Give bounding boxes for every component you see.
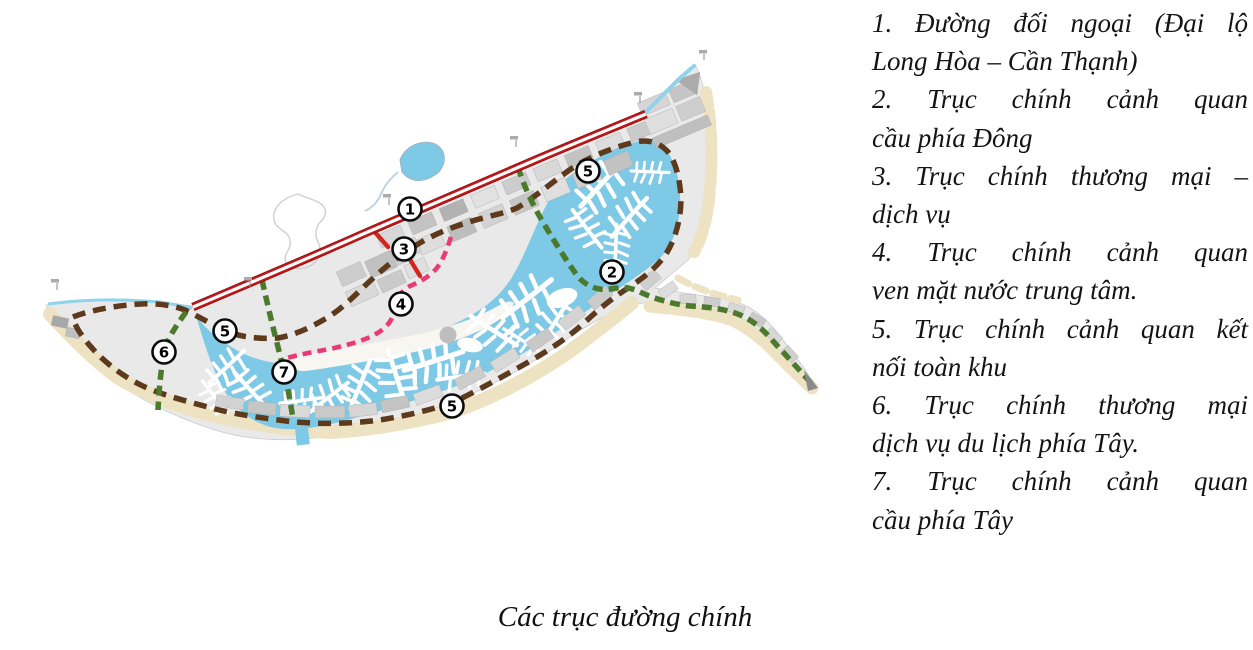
legend-item-line: ven mặt nước trung tâm. [872,275,1138,306]
legend-item-line: 3. Trục chính thương mại – [872,160,1248,191]
legend-item-line: Long Hòa – Cần Thạnh) [872,46,1138,77]
legend-item-5 [872,310,1248,386]
legend-item-3 [872,157,1248,233]
legend-item-line: dịch vụ [872,199,951,230]
route-marker-number: 5 [446,397,458,416]
figure-caption: Các trục đường chính [497,601,753,633]
upland-pond [400,142,444,180]
route-marker-number: 7 [278,363,290,382]
legend-item-line: dịch vụ du lịch phía Tây. [872,428,1139,459]
legend-item-line: 1. Đường đối ngoại (Đại lộ [872,8,1248,38]
legend-item-line: 4. Trục chính cảnh quan [872,237,1248,268]
legend-item-1 [872,4,1248,80]
legend-item-2 [872,80,1248,156]
legend-item-line: 6. Trục chính thương mại [872,390,1248,421]
legend-item-6 [872,386,1248,462]
route-marker-number: 6 [158,343,170,362]
route-marker-number: 5 [582,162,594,181]
pond-stream [365,172,398,211]
legend-item-4 [872,233,1248,309]
route-marker-number: 4 [395,295,407,314]
route-marker-number: 3 [398,240,410,259]
legend-item-line: 2. Trục chính cảnh quan [872,84,1248,115]
legend-item-line: nối toàn khu [872,351,1007,382]
route-marker-number: 1 [404,200,416,219]
route-marker-number: 2 [606,263,618,282]
route-marker-number: 5 [219,322,231,341]
legend-item-7 [872,462,1248,538]
legend-item-line: 7. Trục chính cảnh quan [872,466,1248,497]
legend-item-line: 5. Trục chính cảnh quan kết [872,313,1248,344]
route-legend [872,4,1248,539]
legend-item-line: cầu phía Đông [872,122,1033,153]
round-island [440,327,457,344]
legend-item-line: cầu phía Tây [872,504,1013,535]
